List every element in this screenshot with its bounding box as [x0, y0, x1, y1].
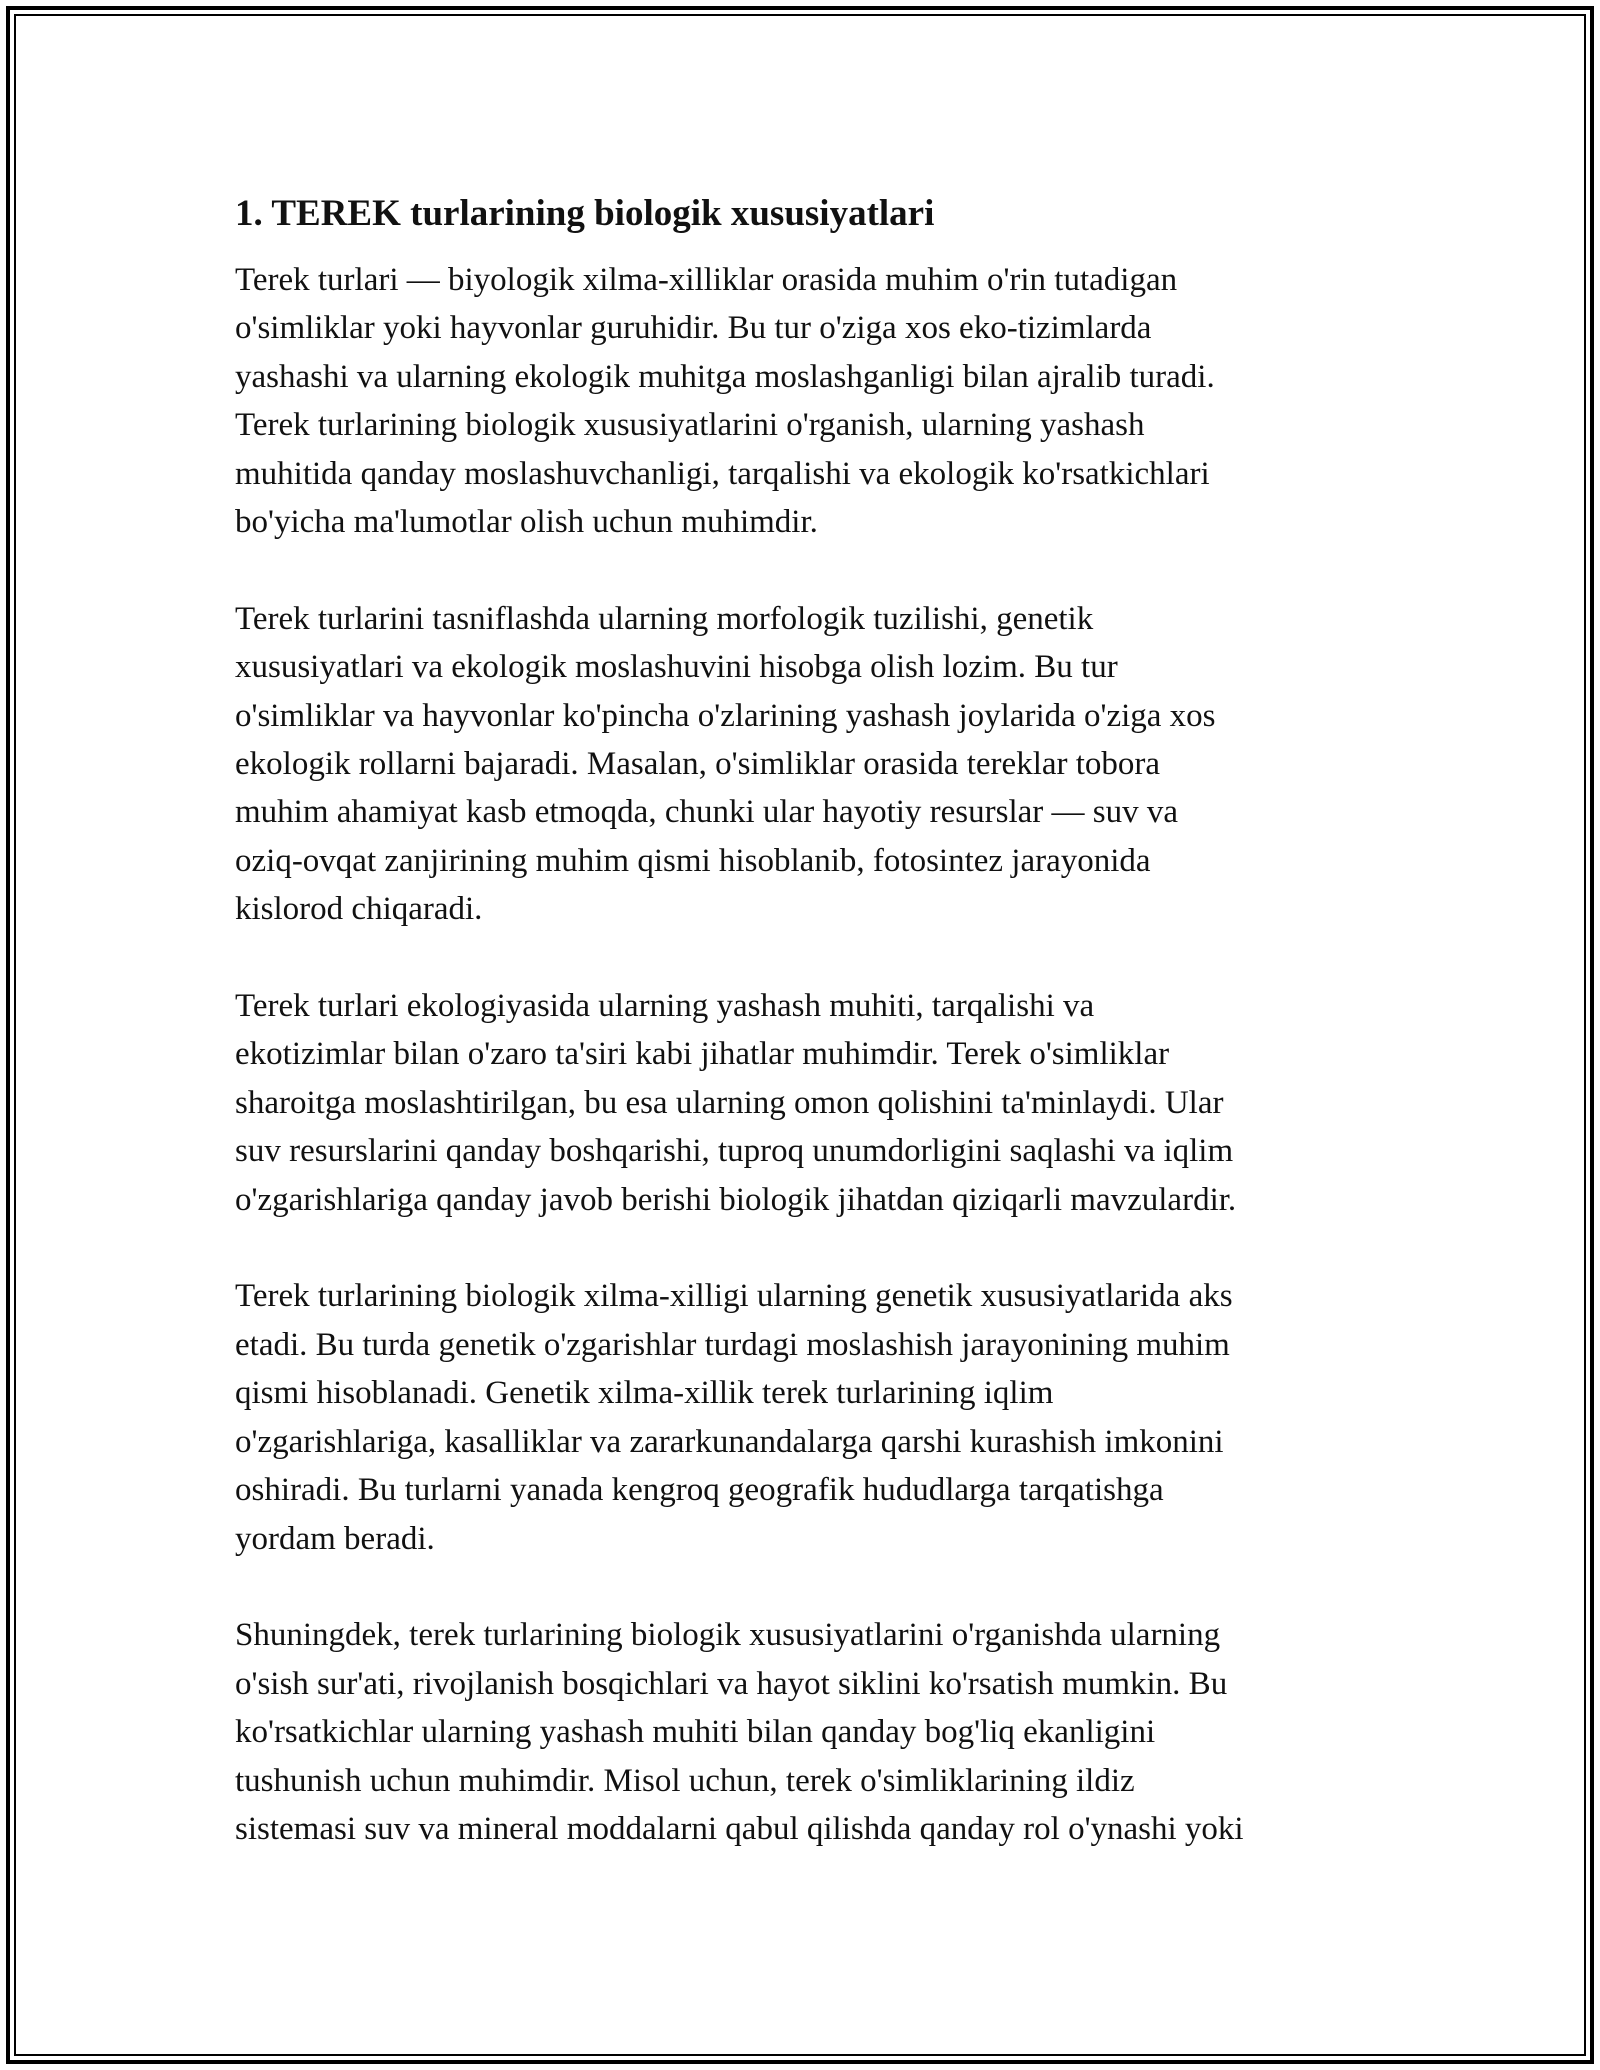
text-line: Terek turlarining biologik xilma-xilligi ularning genetik xususiyatlarida aks — [235, 1278, 1233, 1315]
text-line: bo'yicha ma'lumotlar olish uchun muhimdir. — [235, 504, 818, 541]
text-line: oziq-ovqat zanjirining muhim qismi hisoblanib, fotosintez jarayonida — [235, 842, 1151, 879]
text-line: sharoitga moslashtirilgan, bu esa ularning omon qolishini ta'minlaydi. Ular — [235, 1084, 1224, 1121]
text-line: oshiradi. Bu turlarni yanada kengroq geografik hududlarga tarqatishga — [235, 1472, 1164, 1509]
text-line: suv resurslarini qanday boshqarishi, tuproq unumdorligini saqlashi va iqlim — [235, 1133, 1234, 1170]
text-line: ko'rsatkichlar ularning yashash muhiti bilan qanday bog'liq ekanligini — [235, 1714, 1156, 1751]
section-heading: 1. TEREK turlarining biologik xususiyatlari — [235, 193, 935, 234]
text-line: xususiyatlari va ekologik moslashuvini hisobga olish lozim. Bu tur — [235, 649, 1118, 686]
text-line: ekotizimlar bilan o'zaro ta'siri kabi jihatlar muhimdir. Terek o'simliklar — [235, 1036, 1170, 1073]
text-line: kislorod chiqaradi. — [235, 891, 483, 928]
text-line: muhitida qanday moslashuvchanligi, tarqalishi va ekologik ko'rsatkichlari — [235, 455, 1210, 492]
text-line: sistemasi suv va mineral moddalarni qabul qilishda qanday rol o'ynashi yoki — [235, 1810, 1244, 1847]
paragraph-5 — [235, 1611, 1365, 1853]
text-line: o'sish sur'ati, rivojlanish bosqichlari va hayot siklini ko'rsatish mumkin. Bu — [235, 1665, 1228, 1702]
text-line: qismi hisoblanadi. Genetik xilma-xillik terek turlarining iqlim — [235, 1375, 1054, 1412]
text-line: Shuningdek, terek turlarining biologik xususiyatlarini o'rganishda ularning — [235, 1617, 1221, 1654]
text-line: Terek turlari — biyologik xilma-xilliklar orasida muhim o'rin tutadigan — [235, 262, 1178, 298]
text-line: o'simliklar yoki hayvonlar guruhidir. Bu tur o'ziga xos eko-tizimlarda — [235, 310, 1152, 347]
text-line: yashashi va ularning ekologik muhitga moslashganligi bilan ajralib turadi. — [235, 358, 1215, 395]
text-line: tushunish uchun muhimdir. Misol uchun, terek o'simliklarining ildiz — [235, 1762, 1135, 1799]
text-line: o'zgarishlariga, kasalliklar va zararkunandalarga qarshi kurashish imkonini — [235, 1423, 1224, 1460]
text-line: yordam beradi. — [235, 1520, 435, 1557]
text-line: ekologik rollarni bajaradi. Masalan, o'simliklar orasida tereklar tobora — [235, 746, 1161, 783]
paragraph-4 — [235, 1272, 1365, 1562]
document-body — [235, 188, 1365, 1902]
paragraph-3 — [235, 982, 1365, 1224]
text-line: muhim ahamiyat kasb etmoqda, chunki ular hayotiy resurslar — suv va — [235, 794, 1179, 831]
text-line: o'simliklar va hayvonlar ko'pincha o'zlarining yashash joylarida o'ziga xos — [235, 697, 1216, 734]
paragraph-1 — [235, 256, 1365, 546]
text-line: Terek turlari ekologiyasida ularning yashash muhiti, tarqalishi va — [235, 988, 1095, 1025]
paragraph-2 — [235, 595, 1365, 934]
text-line: etadi. Bu turda genetik o'zgarishlar turdagi moslashish jarayonining muhim — [235, 1326, 1230, 1363]
text-line: Terek turlarining biologik xususiyatlarini o'rganish, ularning yashash — [235, 407, 1145, 444]
text-line: Terek turlarini tasniflashda ularning morfologik tuzilishi, genetik — [235, 600, 1094, 637]
text-line: o'zgarishlariga qanday javob berishi biologik jihatdan qiziqarli mavzulardir. — [235, 1181, 1237, 1218]
